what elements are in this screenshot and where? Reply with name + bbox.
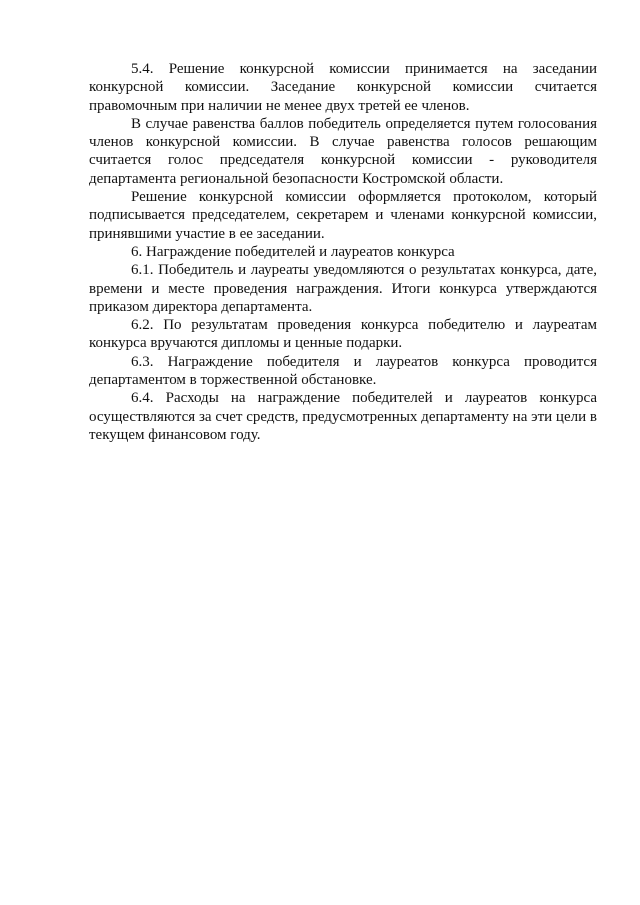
section-heading-6: 6. Награждение победителей и лауреатов конкурса [131, 243, 455, 260]
paragraph-5-4: 5.4. Решение конкурсной комиссии принимается на заседании конкурсной комиссии. Заседание конкурсной комиссии считается правомочным при наличии не менее двух третей ее членов. [89, 61, 597, 114]
paragraph-protocol: Решение конкурсной комиссии оформляется протоколом, который подписывается председателем, секретарем и членами конкурсной комиссии, принявшими участие в ее заседании. [89, 189, 597, 242]
paragraph-6-1: 6.1. Победитель и лауреаты уведомляются о результатах конкурса, дате, времени и месте проведения награждения. Итоги конкурса утверждаются приказом директора департамента. [89, 262, 597, 315]
paragraph-tie-votes: В случае равенства баллов победитель определяется путем голосования членов конкурсной комиссии. В случае равенства голосов решающим считается голос председателя конкурсной комиссии - руководителя департамента региональной безопасности Костромской области. [89, 115, 597, 187]
paragraph-6-2: 6.2. По результатам проведения конкурса победителю и лауреатам конкурса вручаются дипломы и ценные подарки. [89, 317, 597, 352]
paragraph-6-3: 6.3. Награждение победителя и лауреатов конкурса проводится департаментом в торжественной обстановке. [89, 353, 597, 389]
document-body [89, 60, 597, 444]
paragraph-6-4: 6.4. Расходы на награждение победителей и лауреатов конкурса осуществляются за счет средств, предусмотренных департаменту на эти цели в текущем финансовом году. [89, 390, 597, 443]
